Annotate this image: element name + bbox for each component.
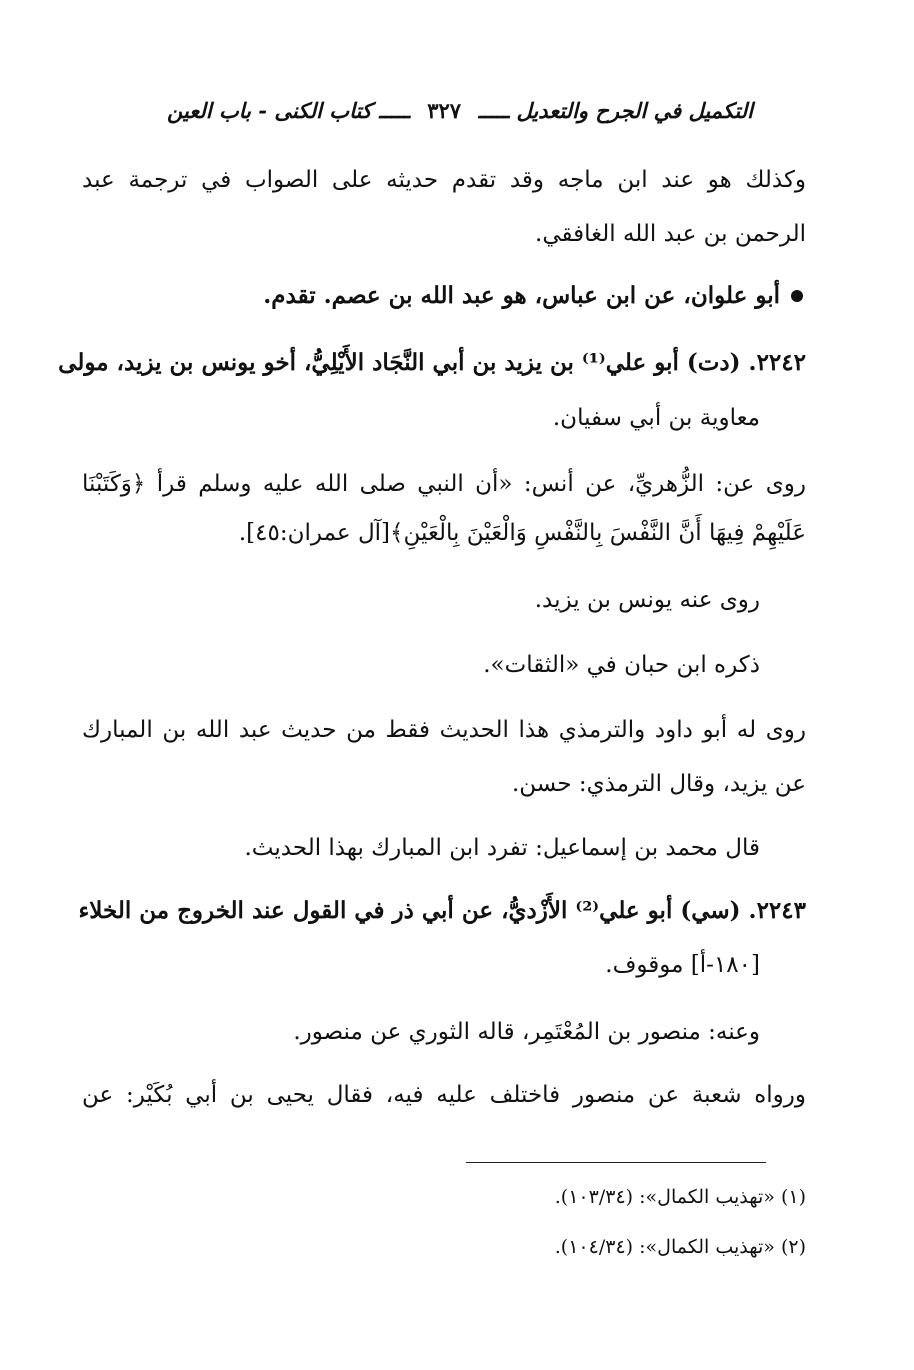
quran-verse-line: عَلَيْهِمْ فِيهَا أَنَّ النَّفْسَ بِالنَّفْسِ وَالْعَيْنَ بِالْعَيْنِ﴾[آل عمران:٤٥]. — [238, 520, 806, 546]
bullet-icon — [791, 290, 803, 302]
entry-heading: ٢٢٤٢. (دت) أبو علي⁽¹⁾ بن يزيد بن أبي النَّجَاد الأَيْلِيُّ، أخو يونس بن يزيد، مولى — [58, 349, 806, 376]
text-line: الرحمن بن عبد الله الغافقي. — [535, 221, 806, 247]
page-number: ٣٢٧ — [427, 98, 462, 123]
footnote-divider — [466, 1162, 766, 1163]
text-line: روى عنه يونس بن يزيد. — [534, 587, 760, 613]
running-header: التكميل في الجرح والتعديل ـــــ ٣٢٧ ـــــ كتاب الكنى - باب العين — [166, 98, 754, 123]
text-line: [١٨٠-أ] موقوف. — [605, 952, 760, 978]
text-line: ورواه شعبة عن منصور فاختلف عليه فيه، فقال يحيى بن أبي بُكَيْر: عن — [82, 1082, 806, 1108]
header-chapter-title: كتاب الكنى - باب العين — [166, 98, 372, 123]
entry-heading: ٢٢٤٣. (سي) أبو علي⁽²⁾ الأَزْديُّ، عن أبي ذر في القول عند الخروج من الخلاء — [78, 897, 806, 924]
footnote: (٢) «تهذيب الكمال»: (١٠٤/٣٤). — [554, 1236, 806, 1258]
entry-line: أبو علوان، عن ابن عباس، هو عبد الله بن عصم. تقدم. — [263, 282, 780, 309]
header-book-title: التكميل في الجرح والتعديل — [516, 98, 754, 123]
text-line: عن يزيد، وقال الترمذي: حسن. — [511, 771, 806, 797]
text-line: روى له أبو داود والترمذي هذا الحديث فقط من حديث عبد الله بن المبارك — [82, 717, 806, 743]
text-line: وكذلك هو عند ابن ماجه وقد تقدم حديثه على الصواب في ترجمة عبد — [82, 167, 806, 193]
text-line: معاوية بن أبي سفيان. — [552, 405, 760, 431]
text-line: ذكره ابن حبان في «الثقات». — [483, 652, 760, 678]
text-line: قال محمد بن إسماعيل: تفرد ابن المبارك بهذا الحديث. — [244, 835, 760, 861]
footnote: (١) «تهذيب الكمال»: (١٠٣/٣٤). — [554, 1186, 806, 1208]
text-line: روى عن: الزُّهريِّ، عن أنس: «أن النبي صلى الله عليه وسلم قرأ ﴿وَكَتَبْنَا — [82, 471, 806, 497]
text-line: وعنه: منصور بن المُعْتَمِر، قاله الثوري عن منصور. — [293, 1019, 760, 1045]
